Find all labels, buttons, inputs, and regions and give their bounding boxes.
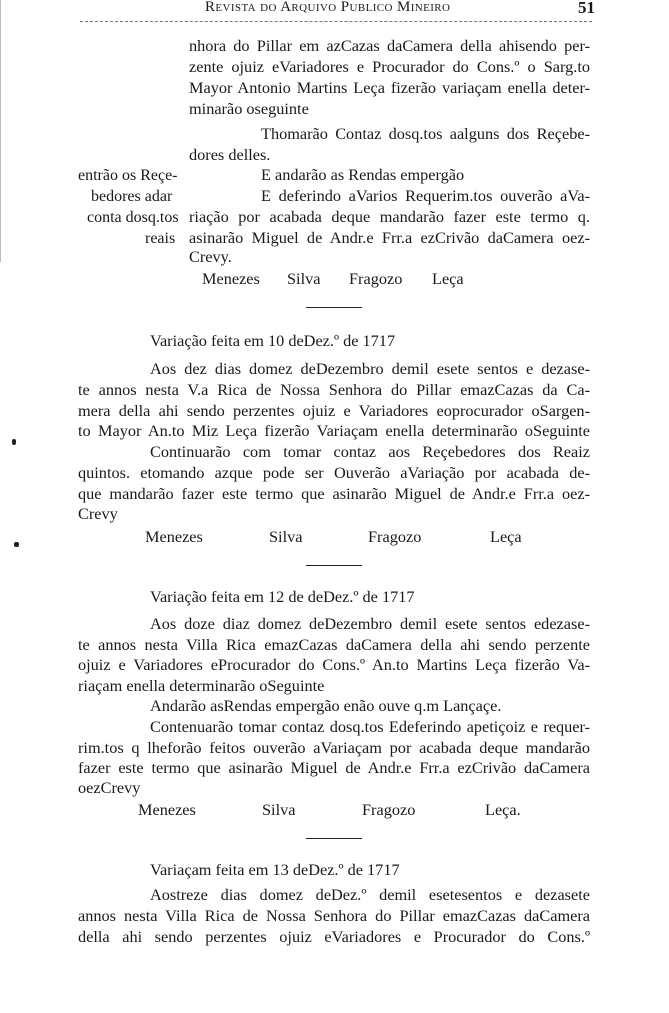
scan-speck — [14, 542, 19, 547]
text-line: zente ojuiz eVariadores e Procurador do Cons.º o Sarg.to — [189, 57, 590, 76]
text-line: asinarão Miguel de Andr.e Frr.a ezCrivão daCamera oez- — [189, 228, 590, 247]
text-line: Aos doze diaz domez deDezembro demil esete sentos edezase- — [150, 614, 590, 633]
text-line: mera della ahi sendo perzentes ojuiz e Variadores eoprocurador oSargen- — [78, 401, 590, 420]
text-line: que mandarão fazer este termo que asinarão Miguel de Andr.e Frr.a oez- — [78, 484, 590, 503]
text-line: te annos nesta V.a Rica de Nossa Senhora do Pillar emazCazas da Ca- — [78, 380, 590, 399]
margin-note: bedores adar — [91, 188, 173, 205]
section-divider — [306, 565, 362, 566]
text-line: ojuiz e Variadores eProcurador do Cons.º An.to Martins Leça fizerão Va- — [78, 655, 590, 674]
text-line: dores delles. — [189, 145, 271, 164]
text-line: riação por acabada deque mandarão fazer este termo q. — [189, 207, 590, 226]
entry-heading: Variação feita em 12 de deDez.º de 1717 — [150, 587, 415, 606]
text-line: Continuarão com tomar contaz aos Reçebedores dos Reaiz — [150, 442, 590, 461]
text-line: riaçam enella determinarão oSeguinte — [78, 676, 325, 695]
text-line: Andarão asRendas empergão enão ouve q.m Lançaçe. — [150, 696, 502, 715]
signature: Leça — [490, 527, 522, 546]
text-line: oezCrevy — [78, 778, 141, 797]
signature: Fragozo — [362, 800, 416, 819]
signature: Silva — [262, 800, 296, 819]
running-header — [0, 0, 669, 22]
journal-title: Revista do Arquivo Publico Mineiro — [205, 0, 451, 15]
margin-note: entrão os Reçe- — [78, 167, 178, 184]
signature: Silva — [287, 269, 321, 288]
text-line: E andarão as Rendas empergão — [261, 165, 465, 184]
scan-speck — [12, 439, 16, 445]
text-line: quintos. etomando azque pode ser Ouverão aVariação por acabada de- — [78, 463, 590, 482]
section-divider — [306, 307, 362, 308]
text-line: te annos nesta Villa Rica emazCazas daCamera della ahi sendo perzente — [78, 635, 590, 654]
text-line: to Mayor An.to Miz Leça fizerão Variaçam enella determinarão oSeguinte — [78, 421, 590, 440]
signature: Menezes — [145, 527, 203, 546]
text-line: Contenuarão tomar contaz dosq.tos Edeferindo apetiçoiz e requer- — [150, 717, 590, 736]
text-line: annos nesta Villa Rica de Nossa Senhora do Pillar emazCazas daCamera — [78, 906, 590, 925]
margin-note: reais — [145, 230, 176, 247]
signature: Silva — [269, 527, 303, 546]
text-line: E deferindo aVarios Requerim.tos ouverão aVa- — [261, 186, 590, 205]
signature: Menezes — [202, 269, 260, 288]
page-number: 51 — [578, 0, 595, 17]
header-rule — [80, 21, 592, 22]
text-line: fazer este termo que asinarão Miguel de Andr.e Frr.a ezCrivão daCamera — [78, 758, 590, 777]
text-line: Aos dez dias domez deDezembro demil esete sentos e dezase- — [150, 359, 590, 378]
signature: Fragozo — [368, 527, 422, 546]
signature: Menezes — [138, 800, 196, 819]
margin-note: conta dosq.tos — [87, 209, 179, 226]
text-line: della ahi sendo perzentes ojuiz eVariadores e Procurador do Cons.º — [78, 927, 590, 946]
signature: Leça — [432, 269, 464, 288]
text-line: Thomarão Contaz dosq.tos aalguns dos Reçebe- — [261, 124, 590, 143]
text-line: Aostreze dias domez deDez.º demil esetesentos e dezasete — [150, 885, 590, 904]
text-line: rim.tos q lheforão feitos ouverão aVariaçam por acabada deque mandarão — [78, 738, 590, 757]
text-line: Crevy. — [189, 247, 232, 266]
text-line: Mayor Antonio Martins Leça fizerão variaçam enella deter- — [189, 78, 590, 97]
signature: Fragozo — [349, 269, 403, 288]
page-edge-shadow — [0, 0, 1, 262]
text-line: minarão oseguinte — [189, 99, 309, 118]
section-divider — [306, 838, 362, 839]
entry-heading: Variação feita em 10 deDez.º de 1717 — [150, 331, 396, 350]
text-line: nhora do Pillar em azCazas daCamera della ahisendo per- — [189, 36, 590, 55]
text-line: Crevy — [78, 504, 118, 523]
entry-heading: Variaçam feita em 13 deDez.º de 1717 — [150, 860, 400, 879]
signature: Leça. — [485, 800, 521, 819]
